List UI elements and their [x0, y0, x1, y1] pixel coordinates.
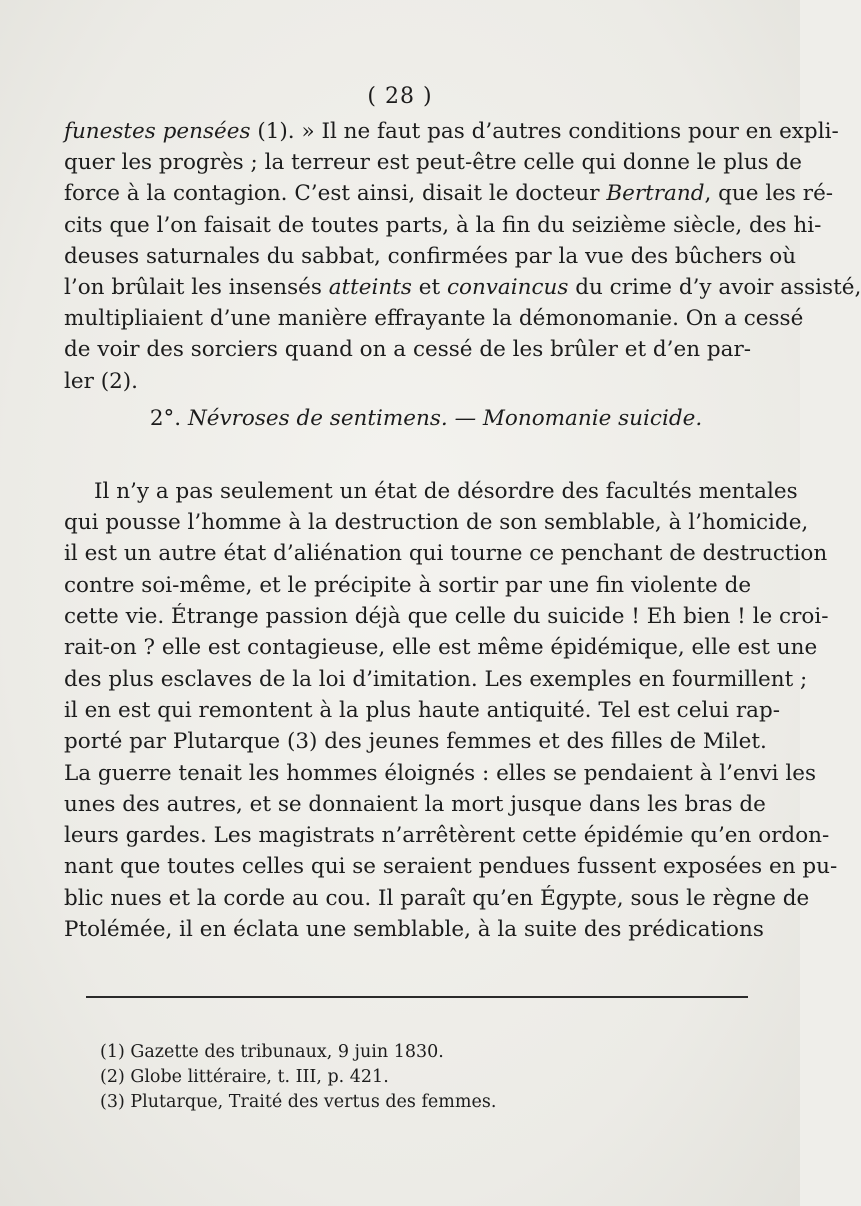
text-run: Il n’y a pas seulement un état de désordre des facultés mentales: [94, 478, 798, 504]
text-line: [64, 726, 767, 757]
text-line: [64, 851, 838, 882]
text-line: [64, 507, 809, 538]
text-run: du crime d’y avoir assisté,: [568, 274, 861, 300]
text-line: [64, 178, 834, 209]
text-run: multipliaient d’une manière effrayante la démonomanie. On a cessé: [64, 306, 804, 332]
text-run: La guerre tenait les hommes éloignés : elles se pendaient à l’envi les: [64, 760, 816, 786]
text-run: Ptolémée, il en éclata une semblable, à la suite des prédications: [64, 917, 764, 943]
text-line: [64, 334, 752, 365]
text-run: cette vie. Étrange passion déjà que celle du suicide ! Eh bien ! le croi-: [64, 604, 829, 630]
text-run: leurs gardes. Les magistrats n’arrêtèrent cette épidémie qu’en ordon-: [64, 823, 830, 849]
text-line: [64, 601, 829, 632]
text-line: [64, 116, 839, 147]
text-line: [64, 789, 766, 820]
paragraph-1: [64, 116, 861, 397]
text-line: [64, 210, 822, 241]
text-line: [64, 758, 816, 789]
section-number: 2°.: [149, 405, 182, 431]
text-run: et: [411, 274, 447, 300]
text-line: [64, 664, 808, 695]
text-line: [64, 272, 861, 303]
text-run: force à la contagion. C’est ainsi, disait le docteur: [64, 181, 607, 207]
text-line: [64, 303, 804, 334]
footnote-1: (1) Gazette des tribunaux, 9 juin 1830.: [100, 1042, 444, 1062]
footnote-divider: [86, 996, 748, 998]
italic-text: Bertrand: [606, 181, 705, 207]
text-run: rait-on ? elle est contagieuse, elle est même épidémique, elle est une: [64, 635, 818, 661]
italic-text: convaincus: [446, 274, 569, 300]
text-run: contre soi-même, et le précipite à sortir par une fin violente de: [64, 572, 752, 598]
footnote-2: (2) Globe littéraire, t. III, p. 421.: [100, 1067, 389, 1087]
text-run: deuses saturnales du sabbat, confirmées par la vue des bûchers où: [64, 243, 797, 269]
text-run: (1). » Il ne faut pas d’autres conditions pour en expli-: [250, 119, 839, 144]
text-line: [64, 820, 830, 851]
section-heading: [64, 403, 748, 434]
text-run: ler (2).: [64, 368, 139, 394]
footnote-3: (3) Plutarque, Traité des vertus des femmes.: [100, 1092, 497, 1112]
text-line: [64, 570, 752, 601]
text-run: il est un autre état d’aliénation qui tourne ce penchant de destruction: [64, 541, 828, 567]
text-line: [64, 538, 828, 569]
body-text: [64, 116, 861, 945]
italic-text: funestes pensées: [64, 119, 251, 144]
text-run: blic nues et la corde au cou. Il paraît qu’en Égypte, sous le règne de: [64, 885, 810, 911]
text-line: [64, 914, 764, 945]
text-run: porté par Plutarque (3) des jeunes femmes et des filles de Milet.: [64, 729, 767, 755]
text-run: quer les progrès ; la terreur est peut-être celle qui donne le plus de: [64, 150, 803, 176]
text-run: , que les ré-: [704, 181, 834, 207]
page-number: ( 28 ): [367, 84, 433, 109]
text-line: [64, 883, 810, 914]
text-run: de voir des sorciers quand on a cessé de les brûler et d’en par-: [64, 337, 752, 363]
text-run: nant que toutes celles qui se seraient pendues fussent exposées en pu-: [64, 854, 838, 880]
text-line: [64, 476, 798, 507]
text-line: [64, 241, 797, 272]
text-run: des plus esclaves de la loi d’imitation. Les exemples en fourmillent ;: [64, 666, 808, 692]
text-line: [64, 366, 748, 397]
text-run: l’on brûlait les insensés: [64, 274, 329, 300]
text-run: unes des autres, et se donnaient la mort jusque dans les bras de: [64, 791, 766, 817]
text-run: cits que l’on faisait de toutes parts, à la fin du seizième siècle, des hi-: [64, 212, 822, 238]
italic-text: atteints: [328, 274, 412, 300]
text-run: il en est qui remontent à la plus haute antiquité. Tel est celui rap-: [64, 697, 781, 723]
text-line: [64, 147, 803, 178]
section-title: Névroses de sentimens. — Monomanie suicide.: [187, 405, 703, 431]
text-line: [64, 632, 818, 663]
text-line: [64, 695, 781, 726]
paragraph-2: [64, 476, 838, 945]
footnotes: [100, 1040, 740, 1115]
text-run: qui pousse l’homme à la destruction de son semblable, à l’homicide,: [64, 510, 809, 536]
